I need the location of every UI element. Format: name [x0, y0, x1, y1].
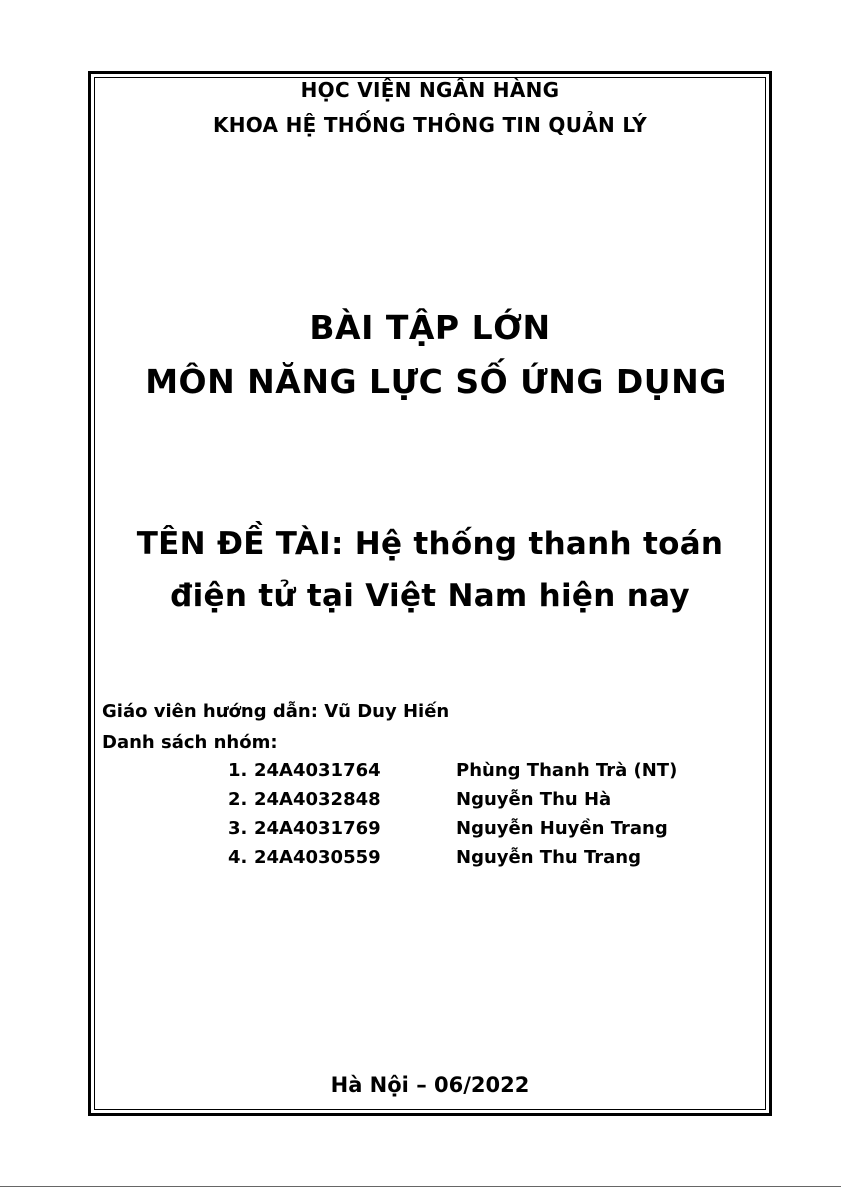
place-date: Hà Nội – 06/2022 — [330, 1073, 530, 1097]
faculty-name: KHOA HỆ THỐNG THÔNG TIN QUẢN LÝ — [212, 113, 648, 137]
topic-title-line-1: TÊN ĐỀ TÀI: Hệ thống thanh toán — [136, 526, 724, 562]
members-label: Danh sách nhóm: — [102, 732, 278, 753]
member-number: 1. — [228, 760, 248, 781]
member-number: 2. — [228, 789, 248, 810]
member-name: Nguyễn Thu Trang — [456, 847, 641, 868]
member-number: 4. — [228, 847, 248, 868]
member-student-id: 24A4031769 — [254, 818, 381, 839]
page-bottom-rule — [0, 1186, 841, 1187]
advisor-label: Giáo viên hướng dẫn: — [102, 701, 325, 722]
institution-name: HỌC VIỆN NGÂN HÀNG — [300, 78, 560, 102]
member-student-id: 24A4031764 — [254, 760, 381, 781]
member-student-id: 24A4030559 — [254, 847, 381, 868]
advisor-line — [102, 701, 449, 722]
report-title: BÀI TẬP LỚN — [309, 308, 551, 347]
member-name: Nguyễn Thu Hà — [456, 789, 612, 810]
advisor-name: Vũ Duy Hiến — [324, 701, 450, 722]
member-student-id: 24A4032848 — [254, 789, 381, 810]
member-name: Phùng Thanh Trà (NT) — [456, 760, 678, 781]
topic-title-line-2: điện tử tại Việt Nam hiện nay — [170, 578, 690, 614]
course-title: MÔN NĂNG LỰC SỐ ỨNG DỤNG — [145, 362, 727, 401]
member-number: 3. — [228, 818, 248, 839]
member-name: Nguyễn Huyền Trang — [456, 818, 668, 839]
